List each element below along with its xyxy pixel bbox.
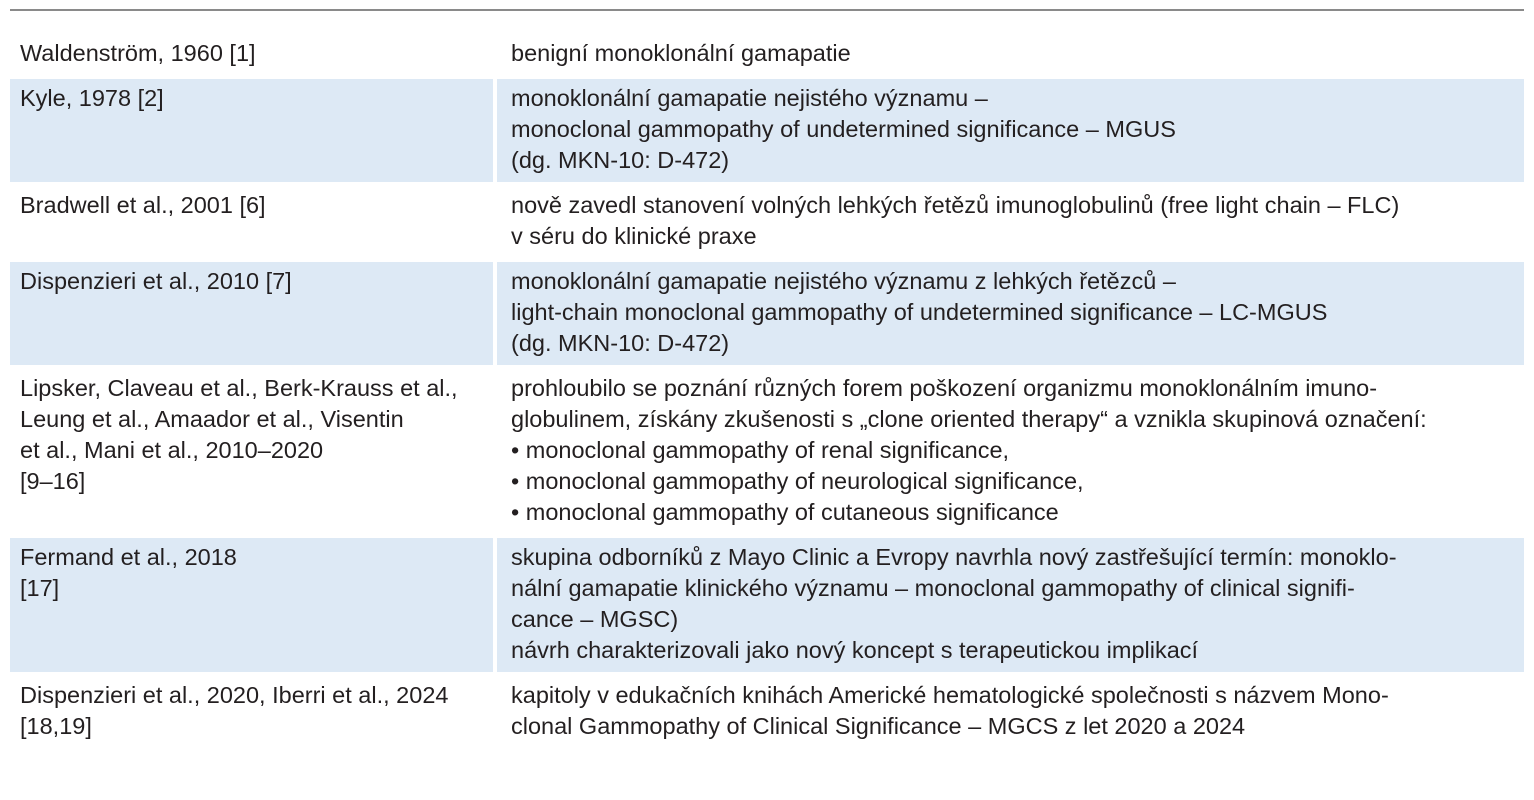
table-row xyxy=(10,369,1524,534)
table-body xyxy=(10,34,1524,748)
description-line: monoclonal gammopathy of undetermined significance – MGUS xyxy=(511,116,1176,142)
description-cell xyxy=(497,369,1524,534)
description-line: clonal Gammopathy of Clinical Significance – MGCS z let 2020 a 2024 xyxy=(511,713,1246,739)
reference-cell xyxy=(10,186,497,258)
description-line: light-chain monoclonal gammopathy of undetermined significance – LC-MGUS xyxy=(511,299,1328,325)
table-row xyxy=(10,538,1524,672)
reference-line: Bradwell et al., 2001 [6] xyxy=(20,192,266,218)
description-line: benigní monoklonální gamapatie xyxy=(511,40,851,66)
top-rule xyxy=(10,9,1524,11)
description-line: nální gamapatie klinického významu – monoclonal gammopathy of clinical signifi- xyxy=(511,575,1355,601)
reference-cell xyxy=(10,34,497,75)
reference-line: [9–16] xyxy=(20,468,86,494)
reference-line: Leung et al., Amaador et al., Visentin xyxy=(20,406,404,432)
description-cell xyxy=(497,186,1524,258)
description-cell xyxy=(497,79,1524,182)
description-cell xyxy=(497,538,1524,672)
reference-line: Kyle, 1978 [2] xyxy=(20,85,164,111)
description-cell xyxy=(497,262,1524,365)
reference-cell xyxy=(10,538,497,672)
reference-line: et al., Mani et al., 2010–2020 xyxy=(20,437,324,463)
reference-line: Lipsker, Claveau et al., Berk-Krauss et al., xyxy=(20,375,458,401)
reference-line: [17] xyxy=(20,575,60,601)
description-line: monoklonální gamapatie nejistého významu – xyxy=(511,85,988,111)
description-line: monoklonální gamapatie nejistého významu z lehkých řetězců – xyxy=(511,268,1176,294)
description-line: prohloubilo se poznání různých forem poškození organizmu monoklonálním imuno- xyxy=(511,375,1378,401)
reference-cell xyxy=(10,369,497,534)
description-cell xyxy=(497,676,1524,748)
description-line: kapitoly v edukačních knihách Americké hematologické společnosti s názvem Mono- xyxy=(511,682,1389,708)
table-row xyxy=(10,262,1524,365)
reference-line: Dispenzieri et al., 2010 [7] xyxy=(20,268,292,294)
reference-cell xyxy=(10,262,497,365)
table-row xyxy=(10,676,1524,748)
history-table xyxy=(10,30,1524,752)
table-row xyxy=(10,34,1524,75)
reference-cell xyxy=(10,676,497,748)
table-row xyxy=(10,79,1524,182)
description-line: cance – MGSC) xyxy=(511,606,679,632)
description-line: (dg. MKN-10: D-472) xyxy=(511,330,730,356)
description-line: nově zavedl stanovení volných lehkých řetězů imunoglobulinů (free light chain – FLC) xyxy=(511,192,1400,218)
reference-line: [18,19] xyxy=(20,713,92,739)
description-line: • monoclonal gammopathy of renal significance, xyxy=(511,437,1010,463)
description-line: globulinem, získány zkušenosti s „clone oriented therapy“ a vznikla skupinová označení: xyxy=(511,406,1427,432)
description-line: (dg. MKN-10: D-472) xyxy=(511,147,730,173)
description-line: • monoclonal gammopathy of cutaneous significance xyxy=(511,499,1059,525)
table-row xyxy=(10,186,1524,258)
description-line: v séru do klinické praxe xyxy=(511,223,757,249)
description-cell xyxy=(497,34,1524,75)
description-line: skupina odborníků z Mayo Clinic a Evropy navrhla nový zastřešující termín: monoklo- xyxy=(511,544,1397,570)
description-line: návrh charakterizovali jako nový koncept s terapeutickou implikací xyxy=(511,637,1199,663)
reference-cell xyxy=(10,79,497,182)
description-line: • monoclonal gammopathy of neurological significance, xyxy=(511,468,1084,494)
reference-line: Fermand et al., 2018 xyxy=(20,544,237,570)
reference-line: Waldenström, 1960 [1] xyxy=(20,40,256,66)
reference-line: Dispenzieri et al., 2020, Iberri et al., 2024 xyxy=(20,682,449,708)
